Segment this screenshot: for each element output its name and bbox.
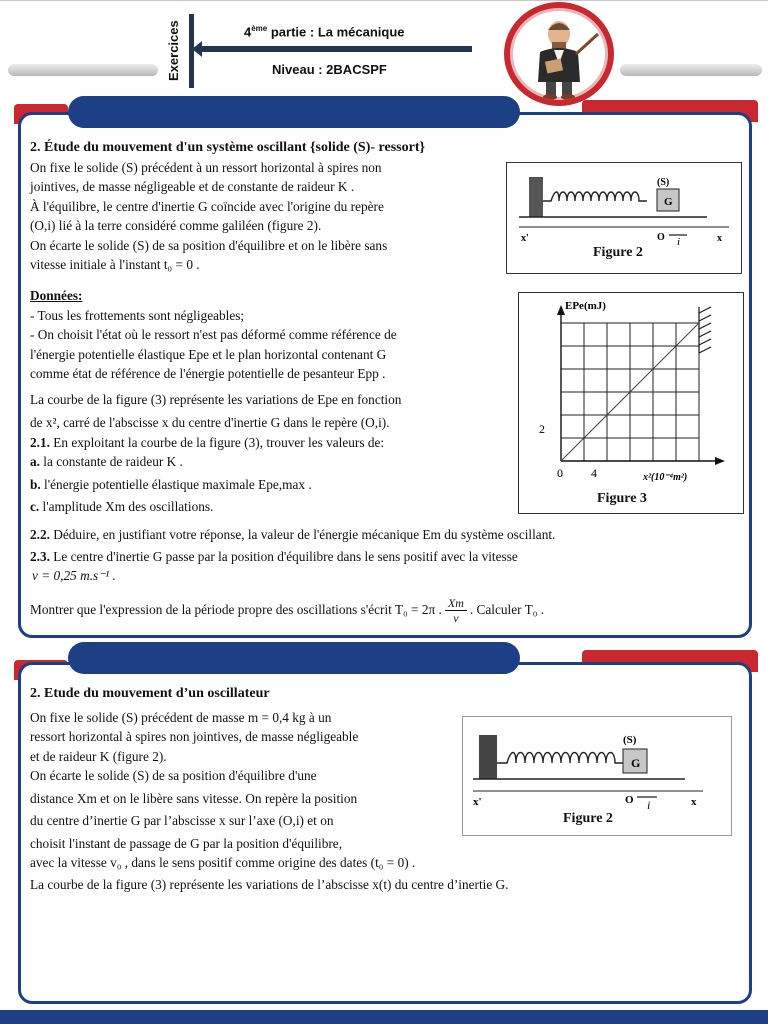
axis-left-label: x' xyxy=(521,233,529,244)
exercises-label: Exercices xyxy=(166,20,181,82)
s2-line-8: avec la vitesse v₀ , dans le sens positif comme origine des dates (t₀ = 0) . xyxy=(30,855,416,870)
section1-intro xyxy=(30,138,510,275)
question-b: b. l'énergie potentielle élastique maximale Epe,max . xyxy=(30,476,312,492)
speed-value: v = 0,25 m.s⁻¹ . xyxy=(32,568,116,583)
teacher-illustration xyxy=(510,8,608,100)
section1-questions xyxy=(30,525,742,625)
s2-solid-label: (S) xyxy=(623,734,637,746)
section1-banner xyxy=(68,96,520,128)
s2-line-4: On écarte le solide (S) de sa position d'équilibre d'une xyxy=(30,768,317,783)
s2-line-1: On fixe le solide (S) précédent de masse m = 0,4 kg à un xyxy=(30,709,332,725)
header-top-line xyxy=(0,0,768,1)
s2-line-9: La courbe de la figure (3) représente les variations de l’abscisse x(t) du centre d’inertie G. xyxy=(30,876,509,892)
section1-title: 2. Étude du mouvement d'un système oscillant {solide (S)- ressort} xyxy=(30,140,426,155)
header-pill-left xyxy=(8,64,158,76)
figure3-box xyxy=(518,292,744,514)
data-line-2: - On choisit l'état où le ressort n'est pas déformé comme référence de xyxy=(30,327,397,342)
header-pill-right xyxy=(620,64,762,76)
s2-origin-label: O xyxy=(625,794,634,806)
question-c: c. l'amplitude Xm des oscillations. xyxy=(30,499,214,514)
data-line-3: l'énergie potentielle élastique Epe et le plan horizontal contenant G xyxy=(30,346,387,362)
solid-label: (S) xyxy=(657,177,670,188)
intro-line-3: À l'équilibre, le centre d'inertie G coïncide avec l'origine du repère xyxy=(30,198,384,214)
section1-data xyxy=(30,286,520,517)
intro-line-1: On fixe le solide (S) précédent à un ressort horizontal à spires non xyxy=(30,159,382,175)
s2-line-6: du centre d’inertie G par l’abscisse x sur l’axe (O,i) et on xyxy=(30,813,334,828)
wall xyxy=(529,177,543,217)
s2-line-7: choisit l'instant de passage de G par la position d'équilibre, xyxy=(30,835,343,851)
s2-vector-label: i xyxy=(647,798,651,812)
header-arrow xyxy=(200,46,472,52)
x-tick-label-0: 0 xyxy=(557,466,563,480)
data-heading: Données: xyxy=(30,288,83,303)
level-label: Niveau : 2BACSPF xyxy=(272,62,387,77)
x-axis-arrow xyxy=(715,457,725,465)
hatch-wall xyxy=(699,307,711,353)
question-a: a. la constante de raideur K . xyxy=(30,454,183,469)
mass-label: G xyxy=(664,196,673,208)
figure2-box xyxy=(506,162,742,274)
curve-line-2: de x², carré de l'abscisse x du centre d'inertie G dans le repère (O,i). xyxy=(30,415,390,430)
y-axis-arrow xyxy=(557,305,565,315)
vector-label: i xyxy=(677,236,681,248)
section2-banner xyxy=(68,642,520,674)
s2-mass-label: G xyxy=(631,756,641,770)
data-line-4: comme état de référence de l'énergie potentielle de pesanteur Epp . xyxy=(30,366,386,381)
s2-wall xyxy=(479,735,497,779)
curve-line-1: La courbe de la figure (3) représente les variations de Epe en fonction xyxy=(30,391,402,407)
axis-right-label: x xyxy=(717,233,722,244)
x-axis-label: x²(10⁻⁴m²) xyxy=(643,472,688,483)
x-tick-label-4: 4 xyxy=(591,466,597,480)
s2-line-2: ressort horizontal à spires non jointives, de masse négligeable xyxy=(30,729,359,744)
part-title: 4ème partie : La mécanique xyxy=(244,24,405,40)
page-footer-bar xyxy=(0,1010,768,1024)
intro-line-4: (O,i) lié à la terre considéré comme galiléen (figure 2). xyxy=(30,218,322,233)
intro-line-6: vitesse initiale à l'instant t₀ = 0 . xyxy=(30,257,200,272)
question-2-2: 2.2. Déduire, en justifiant votre réponse, la valeur de l'énergie mécanique Em du système oscillant. xyxy=(30,527,556,542)
period-question: Montrer que l'expression de la période propre des oscillations s'écrit T₀ = 2π . Xm v . Calculer T₀ . xyxy=(30,595,545,625)
question-2-3: 2.3. Le centre d'inertie G passe par la position d'équilibre dans le sens positif avec la vitesse xyxy=(30,548,518,564)
y-axis-label: EPe(mJ) xyxy=(565,300,606,312)
spring xyxy=(543,192,647,201)
intro-line-5: On écarte le solide (S) de sa position d'équilibre et on le libère sans xyxy=(30,237,388,253)
figure2-caption: Figure 2 xyxy=(593,245,643,260)
intro-line-2: jointives, de masse négligeable et de constante de raideur K . xyxy=(30,179,355,194)
origin-label: O xyxy=(657,232,665,243)
s2-line-3: et de raideur K (figure 2). xyxy=(30,748,167,764)
s2-axis-right-label: x xyxy=(691,796,697,808)
page-header xyxy=(0,0,768,105)
y-tick-label: 2 xyxy=(539,422,545,436)
section2-text xyxy=(30,684,509,894)
s2-axis-left-label: x' xyxy=(473,796,482,808)
s2-figure2-caption: Figure 2 xyxy=(563,811,613,826)
data-line-1: - Tous les frottements sont négligeables; xyxy=(30,307,245,323)
s2-figure2-box xyxy=(462,716,732,836)
s2-line-5: distance Xm et on le libère sans vitesse. On repère la position xyxy=(30,790,358,806)
s2-spring xyxy=(497,753,625,764)
period-fraction: Xm v xyxy=(445,596,467,625)
question-2-1: 2.1. En exploitant la courbe de la figure (3), trouver les valeurs de: xyxy=(30,434,385,450)
figure3-chart xyxy=(519,293,743,513)
figure3-caption: Figure 3 xyxy=(597,491,647,506)
section2-title: 2. Etude du mouvement d’un oscillateur xyxy=(30,686,270,701)
teacher-avatar xyxy=(504,2,614,106)
